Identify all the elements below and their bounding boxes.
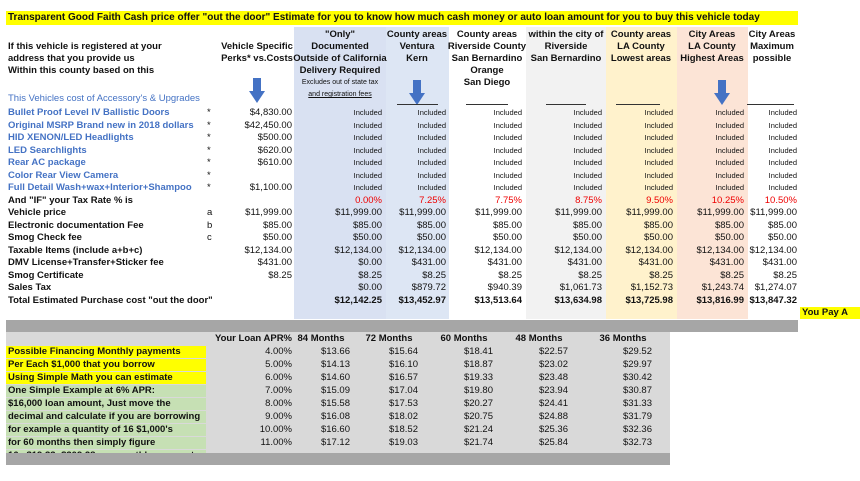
- cost-label: Smog Certificate: [8, 269, 84, 281]
- included-value: Included: [715, 158, 744, 167]
- intro-line: address that you provide us: [8, 53, 135, 64]
- apr-value: 7.00%: [265, 385, 292, 396]
- down-arrow-icon: [714, 80, 730, 106]
- financing-header: 36 Months: [599, 333, 647, 344]
- intro-line: Within this county based on this: [8, 65, 155, 76]
- included-value: Included: [715, 145, 744, 155]
- cost-row: [0, 245, 860, 257]
- financing-note: Per Each $1,000 that you borrow: [6, 359, 206, 371]
- row-ref: a: [207, 207, 213, 218]
- cost-value: $85.00: [572, 219, 602, 231]
- tax-rate-value: 9.50%: [646, 194, 673, 206]
- cost-value: $8.25: [720, 269, 744, 281]
- cost-row: [0, 295, 860, 307]
- cost-value: $85.00: [416, 219, 446, 231]
- cost-value: $1,061.73: [559, 282, 602, 293]
- header-underline: [466, 104, 508, 105]
- cost-value: $13,816.99: [696, 294, 744, 306]
- payment-value: $18.52: [388, 424, 418, 435]
- payment-value: $17.04: [388, 385, 418, 396]
- cost-value: $13,634.98: [554, 294, 602, 306]
- cost-value: $431.00: [257, 257, 292, 268]
- cost-value: $50.00: [767, 232, 797, 243]
- payment-value: $32.36: [622, 424, 652, 435]
- down-arrow-icon: [409, 80, 425, 106]
- column-header-line: San Bernardino: [451, 53, 523, 64]
- row-ref: *: [207, 107, 211, 118]
- cost-value: $1,274.07: [754, 282, 797, 293]
- header-underline: [397, 104, 438, 105]
- financing-header: Your Loan APR%: [214, 333, 292, 344]
- cost-value: $11,999.00: [626, 207, 673, 218]
- cost-value: $8.25: [578, 269, 602, 281]
- cost-value: $50.00: [416, 232, 446, 243]
- column-header-line: possible: [752, 53, 792, 64]
- cost-value: $50.00: [572, 232, 602, 243]
- cost-value: $879.72: [411, 282, 446, 293]
- included-value: Included: [768, 170, 797, 180]
- column-header-line: Riverside County: [447, 41, 527, 52]
- included-value: Included: [644, 183, 673, 192]
- included-value: Included: [644, 120, 673, 130]
- payment-value: $21.24: [463, 424, 493, 435]
- column-header-line: County areas: [610, 29, 672, 40]
- financing-row: [6, 424, 670, 436]
- included-value: Included: [715, 120, 744, 130]
- payment-value: $20.75: [463, 411, 493, 422]
- included-value: Included: [573, 158, 602, 167]
- header-underline: [747, 104, 794, 105]
- included-value: Included: [493, 170, 522, 180]
- row-ref: *: [207, 119, 211, 131]
- included-value: Included: [417, 145, 446, 155]
- financing-row: [6, 398, 670, 410]
- payment-value: $16.10: [388, 359, 418, 370]
- cost-label: Smog Check fee: [8, 232, 82, 243]
- payment-value: $30.42: [622, 372, 652, 383]
- cost-value: $1,152.73: [630, 282, 673, 293]
- cost-value: $431.00: [487, 257, 522, 268]
- cost-value: $50.00: [492, 232, 522, 243]
- financing-header: 72 Months: [365, 333, 413, 344]
- included-value: Included: [573, 108, 602, 117]
- included-value: Included: [768, 145, 797, 155]
- cost-value: $11,999.00: [475, 207, 522, 218]
- cost-value: $85.00: [714, 219, 744, 231]
- included-value: Included: [573, 120, 602, 130]
- accessory-cost: $610.00: [257, 157, 292, 168]
- cost-value: $431.00: [411, 257, 446, 268]
- included-value: Included: [644, 108, 673, 117]
- payment-value: $31.79: [622, 411, 652, 422]
- divider-band: [6, 320, 798, 332]
- header-underline: [616, 104, 660, 105]
- apr-value: 8.00%: [265, 398, 292, 409]
- apr-value: 6.00%: [265, 372, 292, 383]
- cost-value: $85.00: [643, 219, 673, 231]
- included-value: Included: [353, 170, 382, 180]
- banner-title: Transparent Good Faith Cash price offer "out the door" Estimate for you to know how much cash money or auto loan amount for you to buy this vehicle today: [6, 11, 798, 25]
- included-value: Included: [573, 145, 602, 155]
- cost-value: $1,243.74: [701, 282, 744, 293]
- cost-row: [0, 207, 860, 219]
- cost-value: $85.00: [262, 219, 292, 231]
- accessory-cost: $620.00: [257, 144, 292, 156]
- financing-row: [6, 359, 670, 371]
- included-value: Included: [493, 120, 522, 130]
- included-value: Included: [493, 145, 522, 155]
- financing-note: decimal and calculate if you are borrowing: [6, 411, 206, 423]
- financing-note: One Simple Example at 6% APR:: [6, 385, 206, 397]
- column-header-line: San Diego: [463, 77, 511, 88]
- payment-value: $18.41: [463, 346, 493, 357]
- tax-rate-value: 7.25%: [419, 194, 446, 206]
- cost-value: $12,134.00: [398, 244, 446, 256]
- cost-label: Taxable Items (include a+b+c): [8, 244, 143, 256]
- column-header-line: Kern: [406, 53, 428, 64]
- cost-value: $0.00: [358, 282, 382, 293]
- column-header-line: within the city of: [528, 29, 604, 40]
- column-header-line: Maximum: [750, 41, 794, 52]
- financing-note: Possible Financing Monthly payments: [6, 346, 206, 358]
- row-ref: *: [207, 144, 211, 156]
- row-ref: *: [207, 169, 211, 181]
- column-header-line: Riverside: [544, 41, 588, 52]
- accessory-label: Rear AC package: [8, 157, 86, 168]
- down-arrow-icon: [249, 78, 265, 104]
- row-ref: c: [207, 232, 212, 243]
- cost-label: Total Estimated Purchase cost "out the door": [8, 294, 213, 306]
- included-value: Included: [768, 108, 797, 117]
- included-value: Included: [573, 170, 602, 180]
- payment-value: $23.94: [538, 385, 568, 396]
- payment-value: $14.13: [320, 359, 350, 370]
- included-value: Included: [715, 183, 744, 192]
- financing-header: 48 Months: [515, 333, 563, 344]
- financing-note: Using Simple Math you can estimate: [6, 372, 206, 384]
- cost-row: [0, 220, 860, 232]
- cost-value: $12,134.00: [625, 244, 673, 256]
- included-value: Included: [768, 133, 797, 142]
- column-header-line: County areas: [386, 29, 448, 40]
- accessory-cost: $42,450.00: [244, 119, 292, 131]
- financing-header: 60 Months: [440, 333, 488, 344]
- cost-value: $11,999.00: [750, 207, 797, 218]
- column-header-line: Highest Areas: [680, 53, 744, 64]
- included-value: Included: [644, 170, 673, 180]
- payment-value: $25.36: [538, 424, 568, 435]
- payment-value: $32.73: [622, 437, 652, 448]
- row-ref: b: [207, 219, 213, 231]
- cost-value: $50.00: [643, 232, 673, 243]
- tax-rate-value: 8.75%: [575, 194, 602, 206]
- financing-note: for example a quantity of 16 $1,000's: [6, 424, 206, 436]
- payment-value: $14.60: [320, 372, 350, 383]
- apr-value: 11.00%: [260, 437, 292, 448]
- included-value: Included: [715, 108, 744, 117]
- apr-value: 4.00%: [265, 346, 292, 357]
- payment-value: $15.64: [388, 346, 418, 357]
- included-value: Included: [353, 120, 382, 130]
- cost-value: $12,134.00: [334, 244, 382, 256]
- tax-rate-label: And "IF" your Tax Rate % is: [8, 194, 133, 206]
- financing-note: $16,000 loan amount, Just move the: [6, 398, 206, 410]
- cost-value: $12,134.00: [749, 244, 797, 256]
- column-header-line: "Only": [324, 29, 356, 40]
- accessory-row: [0, 132, 860, 144]
- financing-row: [6, 346, 670, 358]
- payment-value: $16.08: [320, 411, 350, 422]
- payment-value: $15.58: [320, 398, 350, 409]
- payment-value: $20.27: [463, 398, 493, 409]
- cost-value: $85.00: [767, 219, 797, 231]
- cost-row: [0, 257, 860, 269]
- payment-value: $19.33: [463, 372, 493, 383]
- cost-row: [0, 282, 860, 294]
- column-header-line: Documented: [311, 41, 369, 52]
- cost-value: $8.25: [422, 269, 446, 281]
- accessory-row: [0, 107, 860, 119]
- payment-value: $30.87: [622, 385, 652, 396]
- financing-row: [6, 372, 670, 384]
- accessory-row: [0, 145, 860, 157]
- included-value: Included: [493, 158, 522, 167]
- included-value: Included: [353, 145, 382, 155]
- apr-value: 10.00%: [259, 424, 292, 435]
- included-value: Included: [417, 133, 446, 142]
- financing-note: for 60 months then simply figure: [6, 437, 206, 449]
- included-value: Included: [353, 133, 382, 142]
- cost-label: Electronic documentation Fee: [8, 219, 144, 231]
- cost-value: $13,725.98: [625, 294, 673, 306]
- payment-value: $23.02: [538, 359, 568, 370]
- cost-value: $11,999.00: [697, 207, 744, 218]
- included-value: Included: [768, 158, 797, 167]
- payment-value: $24.88: [538, 411, 568, 422]
- tax-rate-value: 0.00%: [355, 194, 382, 206]
- cost-value: $12,134.00: [554, 244, 602, 256]
- cost-value: $85.00: [352, 219, 382, 231]
- accessory-row: [0, 182, 860, 194]
- payment-value: $29.97: [622, 359, 652, 370]
- intro-line: If this vehicle is registered at your: [8, 41, 162, 52]
- included-value: Included: [417, 158, 446, 167]
- cost-value: $11,999.00: [245, 207, 292, 218]
- column-header-line: Ventura: [399, 41, 435, 52]
- tax-rate-row: [0, 195, 860, 207]
- payment-value: $16.57: [388, 372, 418, 383]
- row-ref: *: [207, 182, 211, 193]
- payment-value: $18.02: [388, 411, 418, 422]
- cost-row: [0, 270, 860, 282]
- accessory-label: Full Detail Wash+wax+Interior+Shampoo: [8, 182, 192, 193]
- column-header-line: Vehicle Specific: [221, 41, 293, 52]
- cost-value: $8.25: [358, 269, 382, 281]
- tax-rate-value: 7.75%: [495, 194, 522, 206]
- accessory-label: LED Searchlights: [8, 144, 87, 156]
- included-value: Included: [573, 183, 602, 192]
- cost-value: $11,999.00: [399, 207, 446, 218]
- cost-value: $431.00: [567, 257, 602, 268]
- cost-row: [0, 232, 860, 244]
- cost-value: $12,142.25: [334, 294, 382, 306]
- column-header-line: San Bernardino: [530, 53, 602, 64]
- column-header-line: Orange: [470, 65, 504, 76]
- row-ref: *: [207, 132, 211, 143]
- cost-value: $13,452.97: [398, 294, 446, 306]
- included-value: Included: [644, 145, 673, 155]
- cost-value: $11,999.00: [335, 207, 382, 218]
- header-underline: [546, 104, 586, 105]
- included-value: Included: [768, 120, 797, 130]
- included-value: Included: [573, 133, 602, 142]
- cost-value: $13,513.64: [474, 294, 522, 306]
- payment-value: $21.74: [463, 437, 493, 448]
- cost-value: $13,847.32: [749, 294, 797, 306]
- accessory-row: [0, 120, 860, 132]
- accessory-cost: $1,100.00: [249, 182, 292, 193]
- payment-value: $24.41: [538, 398, 568, 409]
- included-value: Included: [493, 183, 522, 192]
- column-header-line: LA County: [688, 41, 736, 52]
- tax-rate-value: 10.25%: [711, 194, 744, 206]
- included-value: Included: [353, 158, 382, 167]
- included-value: Included: [353, 183, 382, 192]
- cost-value: $85.00: [492, 219, 522, 231]
- cost-value: $940.39: [487, 282, 522, 293]
- included-value: Included: [417, 108, 446, 117]
- financing-header: 84 Months: [297, 333, 345, 344]
- cost-value: $431.00: [638, 257, 673, 268]
- column-header-line: Outside of California: [293, 53, 387, 64]
- column-header-note: Excludes out of state tax: [301, 79, 379, 86]
- apr-value: 9.00%: [265, 411, 292, 422]
- financing-row: [6, 411, 670, 423]
- financing-row: [6, 437, 670, 449]
- included-value: Included: [493, 108, 522, 117]
- included-value: Included: [644, 133, 673, 142]
- cost-value: $12,134.00: [696, 244, 744, 256]
- tax-rate-value: 10.50%: [764, 194, 797, 206]
- included-value: Included: [715, 133, 744, 142]
- financing-header-row: [6, 333, 670, 345]
- payment-value: $23.48: [538, 372, 568, 383]
- payment-value: $29.52: [622, 346, 652, 357]
- cost-value: $431.00: [709, 257, 744, 268]
- accessories-heading: This Vehicles cost of Accessory's & Upgrades: [8, 93, 200, 104]
- divider-band-bottom: [6, 453, 670, 465]
- payment-value: $16.60: [320, 424, 350, 435]
- payment-value: $19.03: [388, 437, 418, 448]
- payment-value: $17.12: [320, 437, 350, 448]
- accessory-label: Color Rear View Camera: [8, 169, 119, 181]
- cost-value: $0.00: [358, 257, 382, 268]
- column-header-line: LA County: [617, 41, 665, 52]
- accessory-row: [0, 170, 860, 182]
- cost-label: Sales Tax: [8, 282, 52, 293]
- payment-value: $17.53: [388, 398, 418, 409]
- accessory-label: HID XENON/LED Headlights: [8, 132, 134, 143]
- cost-value: $8.25: [498, 269, 522, 281]
- accessory-label: Bullet Proof Level IV Ballistic Doors: [8, 107, 170, 118]
- payment-value: $13.66: [320, 346, 350, 357]
- included-value: Included: [417, 170, 446, 180]
- accessory-row: [0, 157, 860, 169]
- accessory-label: Original MSRP Brand new in 2018 dollars: [8, 119, 194, 131]
- column-header-line: City Areas: [688, 29, 736, 40]
- cost-value: $50.00: [714, 232, 744, 243]
- cost-label: DMV License+Transfer+Sticker fee: [8, 257, 164, 268]
- cost-value: $431.00: [762, 257, 797, 268]
- financing-row: [6, 385, 670, 397]
- cost-value: $8.25: [773, 269, 797, 281]
- included-value: Included: [493, 133, 522, 142]
- you-pay-label: You Pay A: [800, 307, 860, 319]
- row-ref: *: [207, 157, 211, 168]
- cost-value: $11,999.00: [555, 207, 602, 218]
- payment-value: $25.84: [538, 437, 568, 448]
- payment-value: $19.80: [463, 385, 493, 396]
- column-header-line: Lowest areas: [610, 53, 672, 64]
- included-value: Included: [715, 170, 744, 180]
- cost-value: $12,134.00: [474, 244, 522, 256]
- column-header-line: City Areas: [748, 29, 796, 40]
- cost-value: $50.00: [352, 232, 382, 243]
- column-header-note: and registration fees: [308, 91, 372, 98]
- included-value: Included: [768, 183, 797, 192]
- included-value: Included: [644, 158, 673, 167]
- cost-value: $12,134.00: [244, 244, 292, 256]
- cost-value: $8.25: [649, 269, 673, 281]
- accessory-cost: $4,830.00: [249, 107, 292, 118]
- column-header-line: County areas: [456, 29, 518, 40]
- cost-label: Vehicle price: [8, 207, 67, 218]
- included-value: Included: [417, 183, 446, 192]
- payment-value: $18.87: [463, 359, 493, 370]
- apr-value: 5.00%: [265, 359, 292, 370]
- payment-value: $31.33: [622, 398, 652, 409]
- included-value: Included: [353, 108, 382, 117]
- cost-value: $50.00: [262, 232, 292, 243]
- accessory-cost: $500.00: [257, 132, 292, 143]
- column-header-line: Delivery Required: [299, 65, 381, 76]
- payment-value: $22.57: [538, 346, 568, 357]
- payment-value: $15.09: [320, 385, 350, 396]
- cost-value: $8.25: [268, 269, 292, 281]
- column-header-line: Perks* vs.Costs: [221, 53, 293, 64]
- included-value: Included: [417, 120, 446, 130]
